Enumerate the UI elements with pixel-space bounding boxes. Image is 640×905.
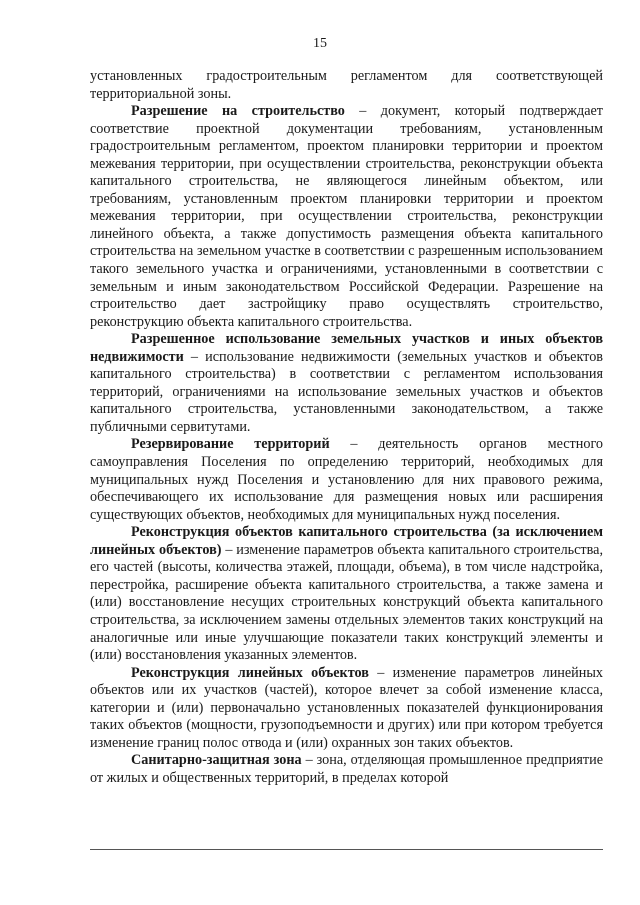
paragraph-sanitary-zone [90, 752, 603, 787]
term-heading: Резервирование территорий [131, 436, 330, 453]
paragraph-zone-continuation [90, 68, 603, 103]
term-heading: Санитарно-защитная зона [131, 752, 302, 769]
term-heading: Реконструкция объектов капитального строительства (за исключением линейных объектов) [90, 524, 603, 558]
page-number: 15 [313, 36, 327, 51]
footnote-divider [90, 849, 603, 850]
term-heading: Разрешение на строительство [131, 103, 345, 120]
paragraph-text: – деятельность органов местного самоуправления Поселения по определению территорий, необходимых для муниципальных нужд Поселения и установлению для них правового режима, обеспечивающего их использование для размещения новых или расширения существующих объектов, необходимых для муниципальных нужд поселения. [90, 436, 604, 523]
paragraph-text: – документ, который подтверждает соответствие проектной документации требованиям, установленным градостроительным регламентом, проектом планировки территории и проектом межевания территории, при осуществлении строительства, реконструкции объекта капитального строительства, не являющегося линейным объектом, или требованиям, установленным проектом планировки территории и проектом межевания территории, при осуществлении строительства, реконструкции линейного объекта, а также допустимость размещения объекта капитального строительства на земельном участке в соответствии с разрешенным использованием такого земельного участка и ограничениями, установленными в соответствии с земельным и иным законодательством Российской Федерации. Разрешение на строительство дает застройщику право осуществлять строительство, реконструкцию объекта капитального строительства. [90, 103, 603, 330]
paragraph-reconstruction-linear [90, 665, 603, 753]
paragraph-text: – использование недвижимости (земельных участков и объектов капитального строительства) в соответствии с регламентом использования территорий, ограничениями на использование земельных участков и объектов капитального строительства, установленными законодательством, а также публичными сервитутами. [90, 348, 603, 435]
paragraph-territory-reservation [90, 436, 603, 524]
term-heading: Разрешенное использование земельных участков и иных объектов недвижимости [90, 331, 603, 365]
paragraph-reconstruction-capital [90, 524, 603, 664]
paragraph-text: – зона, отделяющая промышленное предприятие от жилых и общественных территорий, в пределах которой [90, 752, 603, 786]
paragraph-text: установленных градостроительным регламентом для соответствующей территориальной зоны. [90, 68, 603, 102]
paragraph-text: – изменение параметров линейных объектов или их участков (частей), которое влечет за собой изменение класса, категории и (или) первоначально установленных показателей функционирования таких объектов (мощности, грузоподъемности и других) или при котором требуется изменение границ полос отвода и (или) охранных зон таких объектов. [90, 664, 603, 751]
document-body [90, 68, 603, 787]
paragraph-text: – изменение параметров объекта капитального строительства, его частей (высоты, количества этажей, площади, объема), в том числе надстройка, перестройка, расширение объекта капитального строительства, а также замена и (или) восстановление несущих строительных конструкций объекта капитального строительства, за исключением замены отдельных элементов таких конструкций на аналогичные или иные улучшающие показатели таких конструкций элементы и (или) восстановления указанных элементов. [90, 541, 603, 664]
paragraph-permitted-use [90, 331, 603, 436]
paragraph-building-permit [90, 103, 603, 331]
term-heading: Реконструкция линейных объектов [131, 664, 369, 681]
